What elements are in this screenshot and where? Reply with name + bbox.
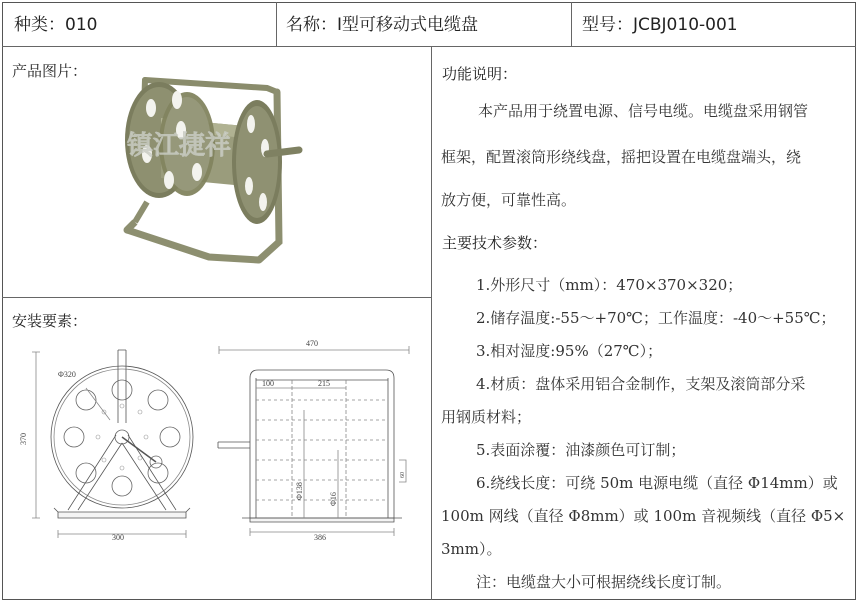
- param-2: 2.储存温度:-55～+70℃；工作温度：-40～+55℃；: [476, 309, 836, 327]
- header-sep-1: [276, 2, 277, 46]
- param-6-end: 3mm）。: [441, 540, 502, 558]
- params-title: 主要技术参数：: [442, 234, 548, 252]
- side-view: [218, 346, 409, 536]
- param-6: 6.绕线长度：可绕 50m 电源电缆（直径 Φ14mm）或: [476, 474, 838, 492]
- function-line-3: 放方便，可靠性高。: [441, 191, 577, 209]
- category-cell: 种类：010: [14, 15, 98, 35]
- column-divider: [431, 46, 432, 600]
- param-4: 4.材质：盘体采用铝合金制作，支架及滚筒部分采: [476, 375, 806, 393]
- param-4-cont: 用钢质材料；: [441, 408, 532, 426]
- model-cell: 型号：JCBJ010-001: [582, 15, 738, 35]
- dim-hub-label: Φ16: [329, 492, 338, 506]
- watermark-text: 镇江捷祥: [127, 131, 232, 161]
- technical-drawing: [6, 340, 426, 595]
- function-title: 功能说明：: [442, 65, 518, 83]
- product-name-cell: 名称：Ⅰ型可移动式电缆盘: [286, 15, 479, 35]
- product-photo: [117, 62, 317, 272]
- dim-inner-mid-label: 215: [318, 379, 330, 388]
- install-label: 安装要素：: [12, 312, 88, 330]
- header-sep-2: [571, 2, 572, 46]
- function-line-1: 本产品用于绕置电源、信号电缆。电缆盘采用钢管: [478, 102, 809, 120]
- left-section-divider: [2, 297, 431, 298]
- dim-drum-label: Φ138: [295, 482, 304, 500]
- function-line-2: 框架，配置滚筒形绕线盘，摇把设置在电缆盘端头，绕: [441, 148, 802, 166]
- note-line: 注：电缆盘大小可根据绕线长度订制。: [476, 573, 732, 591]
- dim-base-right-label: 386: [314, 533, 326, 542]
- dim-inner-left-label: 100: [262, 379, 274, 388]
- param-5: 5.表面涂覆：油漆颜色可订制；: [476, 441, 686, 459]
- param-3: 3.相对湿度:95%（27℃）；: [476, 342, 663, 360]
- param-6-cont: 100m 网线（直径 Φ8mm）或 100m 音视频线（直径 Φ5×: [441, 507, 846, 525]
- product-image-label: 产品图片：: [12, 62, 88, 80]
- dim-total-width-label: 470: [306, 340, 318, 348]
- dim-base-label: 300: [112, 533, 124, 542]
- param-1: 1.外形尺寸（mm）：470×370×320；: [476, 276, 743, 294]
- header-divider: [2, 46, 856, 47]
- dim-height-label: 370: [19, 433, 28, 445]
- dim-side-label: 60: [400, 472, 406, 478]
- dim-diameter-label: Φ320: [58, 370, 76, 379]
- front-view: [32, 350, 193, 538]
